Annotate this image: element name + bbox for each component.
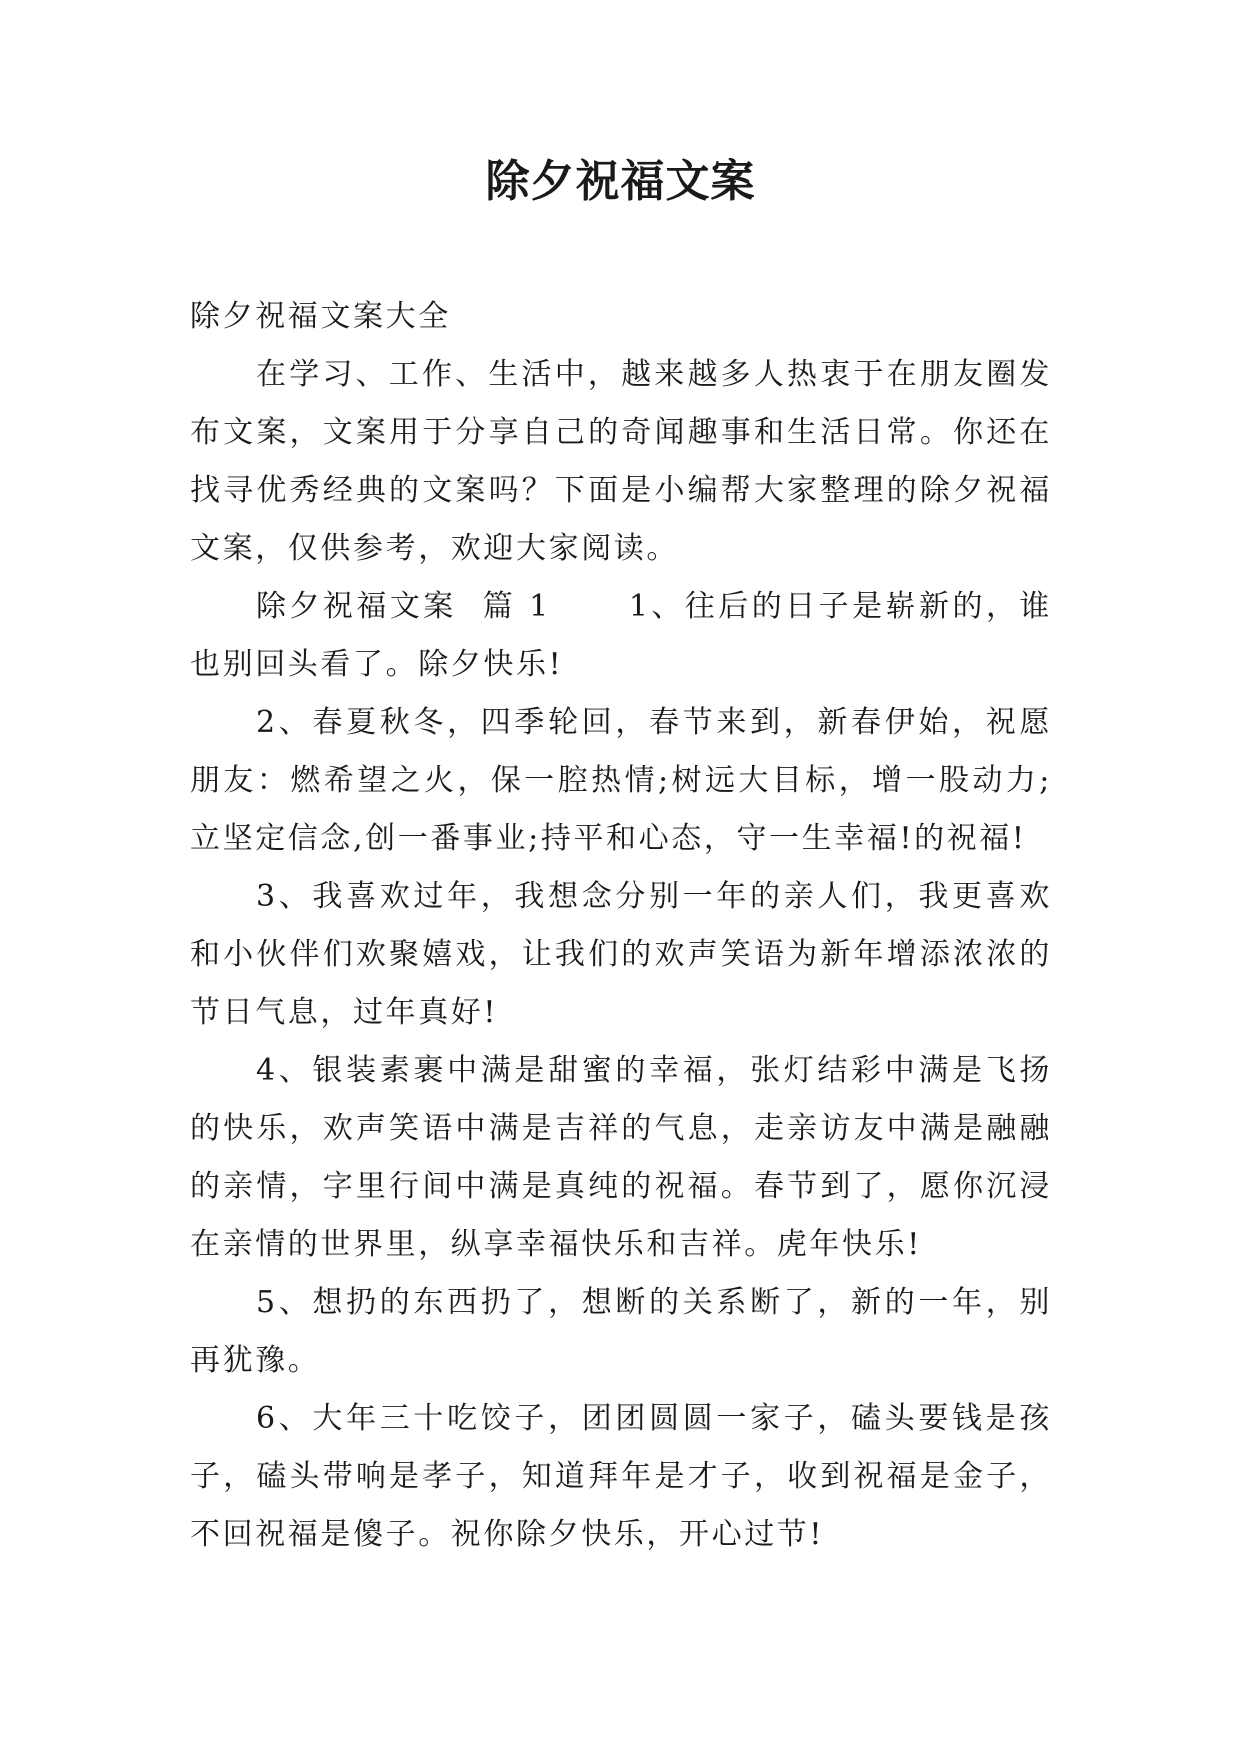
paragraph-item-6: 6、大年三十吃饺子，团团圆圆一家子，磕头要钱是孩子，磕头带响是孝子，知道拜年是才子，收到祝福是金子，不回祝福是傻子。祝你除夕快乐，开心过节!: [190, 1401, 1052, 1552]
paragraph-item-5: 5、想扔的东西扔了，想断的关系断了，新的一年，别再犹豫。: [190, 1285, 1052, 1378]
paragraph-intro: 在学习、工作、生活中，越来越多人热衷于在朋友圈发布文案，文案用于分享自己的奇闻趣事和生活日常。你还在找寻优秀经典的文案吗？下面是小编帮大家整理的除夕祝福文案，仅供参考，欢迎大家阅读。: [190, 357, 1052, 566]
paragraph-section-1: 除夕祝福文案 篇 1 1、往后的日子是崭新的，谁也别回头看了。除夕快乐!: [190, 589, 1052, 682]
paragraph-item-4: 4、银装素裹中满是甜蜜的幸福，张灯结彩中满是飞扬的快乐，欢声笑语中满是吉祥的气息，走亲访友中满是融融的亲情，字里行间中满是真纯的祝福。春节到了，愿你沉浸在亲情的世界里，纵享幸福快乐和吉祥。虎年快乐!: [190, 1053, 1052, 1262]
document-title: 除夕祝福文案: [485, 156, 756, 207]
document-body: [190, 288, 1052, 1564]
document-subtitle: 除夕祝福文案大全: [190, 299, 451, 334]
paragraph-item-3: 3、我喜欢过年，我想念分别一年的亲人们，我更喜欢和小伙伴们欢聚嬉戏，让我们的欢声笑语为新年增添浓浓的节日气息，过年真好!: [190, 879, 1052, 1030]
paragraph-item-2: 2、春夏秋冬，四季轮回，春节来到，新春伊始，祝愿朋友：燃希望之火，保一腔热情;树远大目标，增一股动力;立坚定信念,创一番事业;持平和心态，守一生幸福!的祝福!: [190, 705, 1052, 856]
